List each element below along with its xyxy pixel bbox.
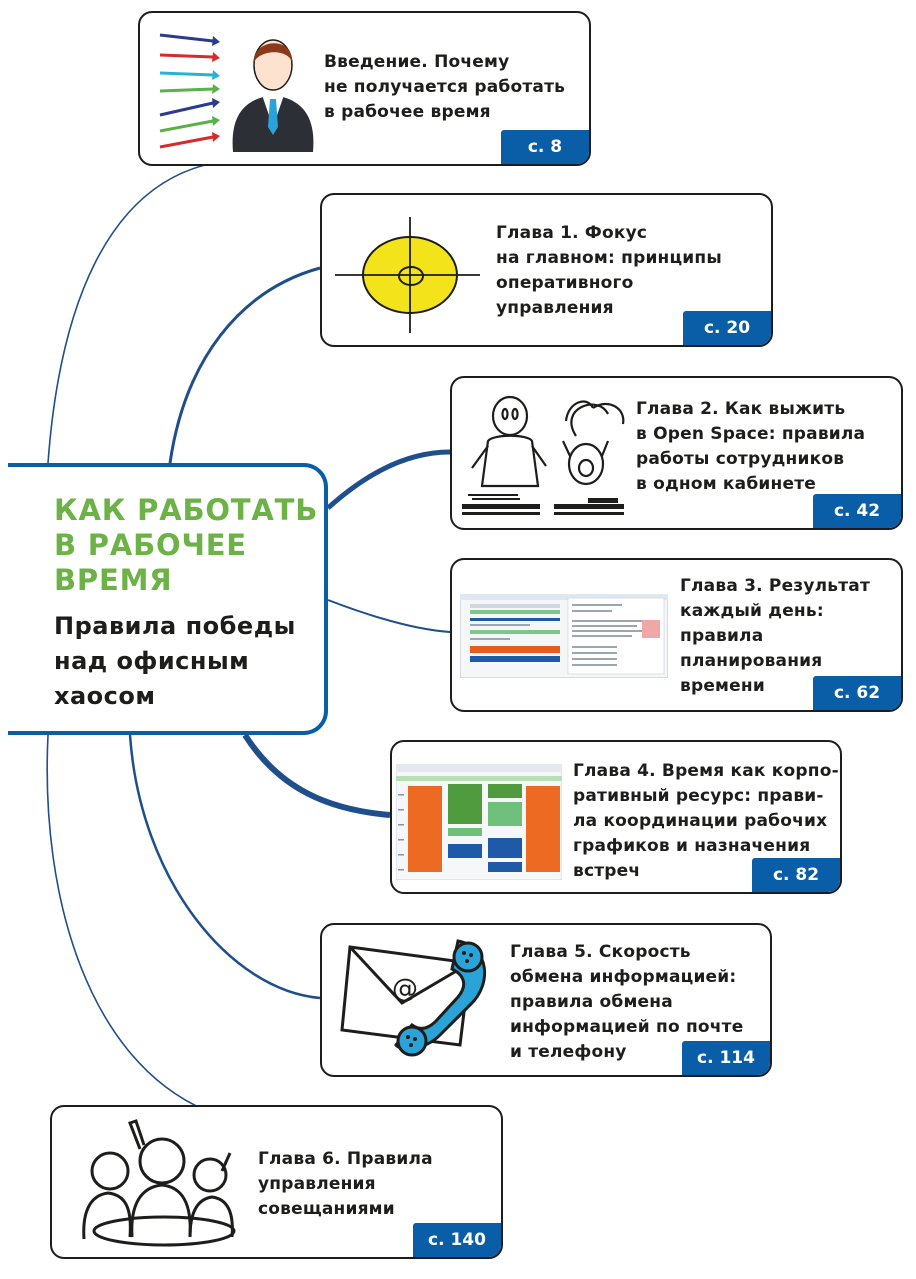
chapter-card-1[interactable] xyxy=(320,193,773,347)
target-icon xyxy=(330,215,480,333)
connector-ch3 xyxy=(328,600,450,632)
page-number-badge: с. 140 xyxy=(413,1223,501,1257)
chapter-card-5[interactable] xyxy=(320,923,772,1077)
chapter-title: Глава 2. Как выжить в Open Space: правила работы сотрудников в одном кабинете xyxy=(636,399,866,494)
meeting-icon xyxy=(72,1119,242,1247)
page-number-badge: с. 62 xyxy=(813,676,901,710)
planner-screenshot-icon xyxy=(460,594,668,678)
connector-ch1 xyxy=(170,268,320,463)
page-number-badge: с. 20 xyxy=(683,311,771,345)
book-title: КАК РАБОТАТЬ В РАБОЧЕЕ ВРЕМЯ xyxy=(54,493,319,597)
chapter-card-4[interactable] xyxy=(390,740,842,894)
svg-text:@: @ xyxy=(392,974,418,1004)
office-workers-icon xyxy=(458,386,628,524)
envelope-phone-icon xyxy=(340,935,500,1071)
chapter-card-3[interactable] xyxy=(450,558,903,712)
chapter-card-2[interactable] xyxy=(450,376,903,530)
chapter-title: Глава 3. Результат каждый день: правила планирования времени xyxy=(680,576,871,696)
chapter-card-intro[interactable] xyxy=(138,11,591,166)
page-number-badge: с. 42 xyxy=(813,494,901,528)
page-number-badge: с. 82 xyxy=(752,858,840,892)
connector-ch2 xyxy=(328,452,450,508)
connector-ch6 xyxy=(47,735,205,1110)
page-number-badge: с. 8 xyxy=(501,130,589,164)
calendar-screenshot-icon xyxy=(396,764,562,880)
connector-ch5 xyxy=(130,735,320,998)
man-arrows-icon xyxy=(158,27,318,152)
central-topic xyxy=(8,463,328,735)
page-number-badge: с. 114 xyxy=(682,1041,770,1075)
chapter-title: Глава 4. Время как корпо- ративный ресурс: прави- ла координации рабочих графиков и назначения встреч xyxy=(573,761,839,881)
chapter-title: Глава 1. Фокус на главном: принципы оперативного управления xyxy=(496,223,722,318)
chapter-title: Глава 6. Правила управления совещаниями xyxy=(258,1149,433,1219)
book-subtitle: Правила победы над офисным хаосом xyxy=(54,612,296,710)
chapter-card-6[interactable] xyxy=(50,1105,503,1259)
connector-intro xyxy=(48,165,205,463)
chapter-title: Введение. Почему не получается работать в рабочее время xyxy=(324,52,566,122)
connector-ch4 xyxy=(245,735,390,815)
chapter-title: Глава 5. Скорость обмена информацией: правила обмена информацией по почте и телефону xyxy=(510,942,744,1062)
